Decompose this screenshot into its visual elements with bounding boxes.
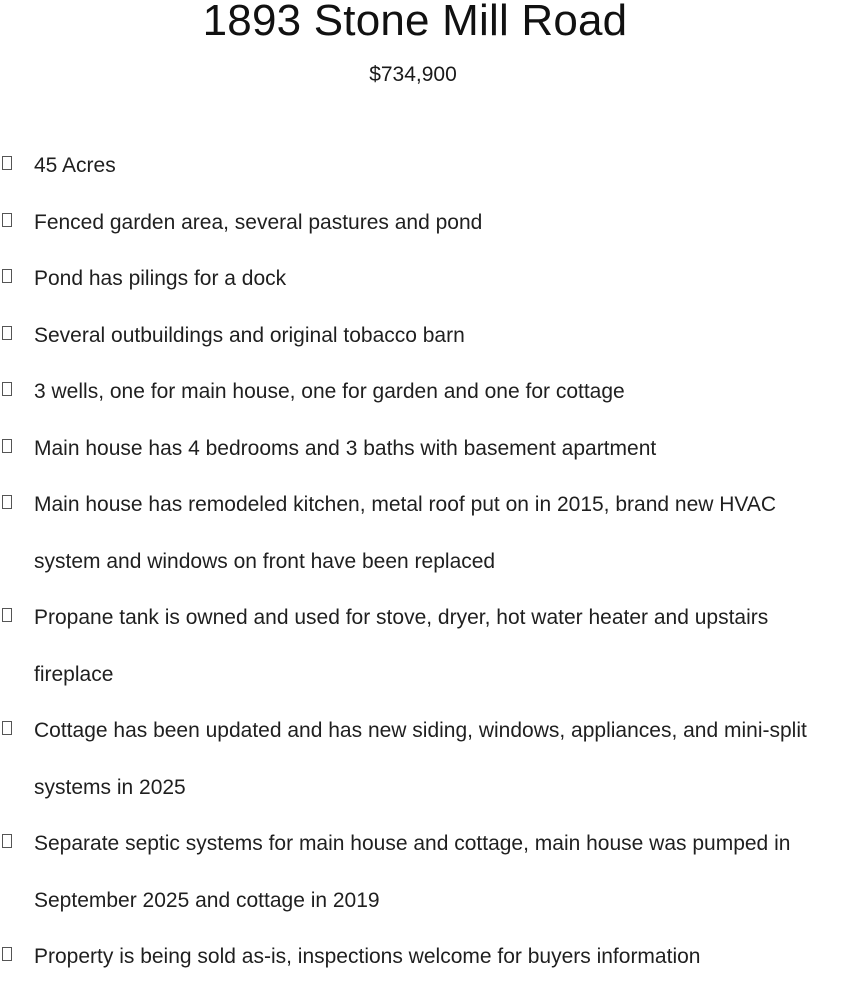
checkbox-outline-icon bbox=[2, 439, 12, 453]
checkbox-outline-icon bbox=[2, 495, 12, 509]
feature-item bbox=[0, 929, 847, 986]
feature-text: Main house has 4 bedrooms and 3 baths with basement apartment bbox=[34, 436, 657, 460]
feature-item bbox=[0, 703, 847, 816]
feature-item bbox=[0, 138, 847, 195]
feature-item bbox=[0, 195, 847, 252]
feature-item bbox=[0, 308, 847, 365]
feature-text-continued: September 2025 and cottage in 2019 bbox=[34, 888, 380, 912]
feature-item bbox=[0, 421, 847, 478]
feature-list bbox=[0, 138, 847, 986]
listing-address-title: 1893 Stone Mill Road bbox=[202, 0, 628, 45]
checkbox-outline-icon bbox=[2, 326, 12, 340]
listing-price: $734,900 bbox=[369, 63, 457, 86]
feature-item bbox=[0, 477, 847, 590]
checkbox-outline-icon bbox=[2, 947, 12, 961]
feature-text: Several outbuildings and original tobacco barn bbox=[34, 323, 465, 347]
feature-text: Separate septic systems for main house and cottage, main house was pumped in bbox=[34, 832, 791, 855]
checkbox-outline-icon bbox=[2, 721, 12, 735]
checkbox-outline-icon bbox=[2, 834, 12, 848]
feature-text-continued: system and windows on front have been replaced bbox=[34, 549, 496, 573]
feature-item bbox=[0, 251, 847, 308]
feature-item bbox=[0, 590, 847, 703]
feature-item bbox=[0, 364, 847, 421]
feature-item bbox=[0, 816, 847, 929]
feature-text: 3 wells, one for main house, one for garden and one for cottage bbox=[34, 380, 625, 403]
checkbox-outline-icon bbox=[2, 213, 12, 227]
feature-text: Pond has pilings for a dock bbox=[34, 267, 287, 290]
feature-text: 45 Acres bbox=[34, 154, 116, 177]
checkbox-outline-icon bbox=[2, 608, 12, 622]
checkbox-outline-icon bbox=[2, 269, 12, 283]
feature-text: Fenced garden area, several pastures and pond bbox=[34, 210, 483, 234]
feature-text: Cottage has been updated and has new siding, windows, appliances, and mini-split bbox=[34, 719, 807, 742]
feature-text: Main house has remodeled kitchen, metal roof put on in 2015, brand new HVAC bbox=[34, 493, 777, 516]
feature-text: Property is being sold as-is, inspections welcome for buyers information bbox=[34, 945, 701, 968]
checkbox-outline-icon bbox=[2, 382, 12, 396]
feature-text: Propane tank is owned and used for stove, dryer, hot water heater and upstairs bbox=[34, 606, 769, 629]
feature-text-continued: systems in 2025 bbox=[34, 775, 186, 799]
checkbox-outline-icon bbox=[2, 156, 12, 170]
feature-text-continued: fireplace bbox=[34, 662, 114, 686]
